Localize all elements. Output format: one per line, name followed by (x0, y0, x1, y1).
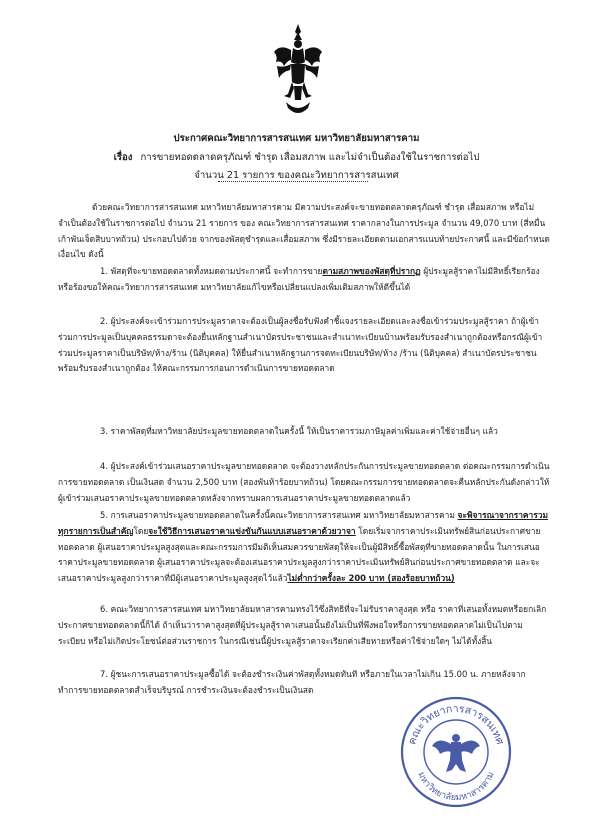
announcement-title: ประกาศคณะวิทยาการสารสนเทศ มหาวิทยาลัยมหาสารคาม (173, 133, 420, 144)
clause-5-text-a: 5. การเสนอราคาประมูลขายทอดตลาดในครั้งนี้คณะวิทยาการสารสนเทศ มหาวิทยาลัยมหาสารคาม (100, 510, 458, 520)
intro-paragraph: ด้วยคณะวิทยาการสารสนเทศ มหาวิทยาลัยมหาสารคาม มีความประสงค์จะขายทอดตลาดครุภัณฑ์ ชำรุด เสื่อมสภาพ หรือไม่จำเป็นต้องใช้ในราชการต่อไป จำนวน 21 รายการ ของ คณะวิทยาการสารสนเทศ ราคากลางในการประมูล จำนวน 49,070 บาท (สี่หมื่นเก้าพันเจ็ดสิบบาทถ้วน) ประกอบไปด้วย จากของพัสดุชำรุดและเสื่อมสภาพ ซึ่งมีรายละเอียดตามเอกสารแนบท้ายประกาศนี้ และมีข้อกำหนดเงื่อนไข ดังนี้ (58, 202, 550, 260)
seal-top-text: คณะวิทยาการสารสนเทศ (406, 702, 506, 747)
garuda-emblem-icon (272, 22, 324, 118)
clause-5-emphasis-3: ไม่ต่ำกว่าครั้งละ 200 บาท (สองร้อยบาทถ้วน) (287, 573, 455, 584)
subject-label: เรื่อง (113, 152, 133, 163)
clause-5-emphasis-1: จะพิจารณาจากราคารวมทุกรายการเป็นสำคัญ (58, 510, 548, 536)
clause-1-emphasis: ตามสภาพของพัสดุที่ปรากฏ (322, 266, 421, 276)
clause-1-text-b: ผู้ประมูลสู้ราคาไม่มีสิทธิ์เรียกร้อง หรือร้องขอให้คณะวิทยาการสารสนเทศ มหาวิทยาลัยแก้ไขหรือเปลี่ยนแปลงเพิ่มเติมสภาพให้ดีขึ้นได้ (58, 266, 540, 292)
clause-5-text-b: โดย (133, 525, 149, 536)
subject-text: การขายทอดตลาดครุภัณฑ์ ชำรุด เสื่อมสภาพ และไม่จำเป็นต้องใช้ในราชการต่อไป (140, 152, 480, 163)
announcement-subject (0, 150, 593, 165)
clause-5-text-c: โดยเริ่มจากราคาประเมินทรัพย์สินก่อนประกาศขายทอดตลาด ผู้เสนอราคาประมูลสูงสุดและคณะกรรมการมีมติเห็นสมควรขายพัสดุให้จะเป็นผู้มีสิทธิ์ซื้อพัสดุที่ขายทอดตลาดนั้น ในการเสนอราคาประมูลขายทอดตลาด ผู้เสนอราคาประมูลจะต้องเสนอราคาประมูลสูงกว่าราคาประเมินทรัพย์สินก่อนประกาศขายทอดตลาด และจะเสนอราคาประมูลสูงกว่าราคาที่มีผู้เสนอราคาประมูลสูงสุดไว้แล้ว (58, 525, 541, 584)
dotted-divider (218, 181, 368, 182)
clause-2: 2. ผู้ประสงค์จะเข้าร่วมการประมูลราคาจะต้องเป็นผู้ลงชื่อรับฟังคำชี้แจงรายละเอียดและลงชื่อเข้าร่วมประมูลสู้ราคา ถ้าผู้เข้าร่วมการประมูลเป็นบุคคลธรรมดาจะต้องยื่นหลักฐานสำเนาบัตรประชาชนและสำเนาทะเบียนบ้านพร้อมรับรองสำเนาถูกต้องหรือกรณีผู้เข้าร่วมประมูลราคาเป็นบริษัท/ห้าง/ร้าน (นิติบุคคล) ให้ยื่นสำเนาหลักฐานการจดทะเบียนบริษัท/ห้าง /ร้าน (นิติบุคคล) สำเนาบัตรประชาชนพร้อมรับรองสำเนาถูกต้อง ให้คณะกรรมการก่อนการดำเนินการขายทอดตลาด (58, 316, 543, 374)
seal-bottom-text: มหาวิทยาลัยมหาสารคาม (415, 770, 497, 804)
clause-5 (58, 508, 550, 587)
clause-6: 6. คณะวิทยาการสารสนเทศ มหาวิทยาลัยมหาสารคามทรงไว้ซึ่งสิทธิที่จะไม่รับราคาสูงสุด หรือ ราคาที่เสนอทั้งหมดหรือยกเลิกประกาศขายทอดตลาดนี้ก็ได้ ถ้าเห็นว่าราคาสูงสุดที่ผู้ประมูลสู้ราคาเสนอนั้นยังไม่เป็นที่พึงพอใจหรือการขายทอดตลาดไม่เป็นไปตามระเบียบ หรือไม่เกิดประโยชน์ต่อส่วนราชการ ในกรณีเช่นนี้ผู้ประมูลสู้ราคาจะเรียกค่าเสียหายหรือค่าใช้จ่ายใดๆ ไม่ได้ทั้งสิ้น (58, 604, 547, 646)
clause-1-text-a: 1. พัสดุที่จะขายทอดตลาดทั้งหมดตามประกาศนี้ จะทำการขาย (100, 266, 323, 276)
clause-1 (58, 264, 550, 296)
clause-4: 4. ผู้ประสงค์เข้าร่วมเสนอราคาประมูลขายทอดตลาด จะต้องวางหลักประกันการประมูลขายทอดตลาด ต่อคณะกรรมการดำเนินการขายทอดตลาด เป็นเงินสด จำนวน 2,500 บาท (สองพันห้าร้อยบาทถ้วน) โดยคณะกรรมการขายทอดตลาดจะคืนหลักประกันดังกล่าวให้ผู้เข้าร่วมเสนอราคาประมูลขายทอดตลาดหลังจากทราบผลการเสนอราคาประมูลขายทอดตลาดแล้ว (58, 461, 550, 503)
clause-3: 3. ราคาพัสดุที่มหาวิทยาลัยประมูลขายทอดตลาดในครั้งนี้ ให้เป็นราคารวมภาษีมูลค่าเพิ่มและค่าใช้จ่ายอื่นๆ แล้ว (100, 426, 498, 436)
clause-5-emphasis-2: จะใช้วิธีการเสนอราคาแข่งขันกันแบบเสนอราคาด้วยวาจา (148, 525, 356, 536)
announcement-count-line: จำนวน 21 รายการ ของคณะวิทยาการสารสนเทศ (194, 170, 399, 181)
clause-7: 7. ผู้ชนะการเสนอราคาประมูลซื้อได้ จะต้องชำระเงินค่าพัสดุทั้งหมดทันที หรือภายในเวลาไม่เกิน 15.00 น. ภายหลังจากทำการขายทอดตลาดสำเร็จบริบูรณ์ การชำระเงินจะต้องชำระเป็นเงินสด (58, 669, 526, 695)
faculty-seal-stamp (396, 690, 516, 810)
